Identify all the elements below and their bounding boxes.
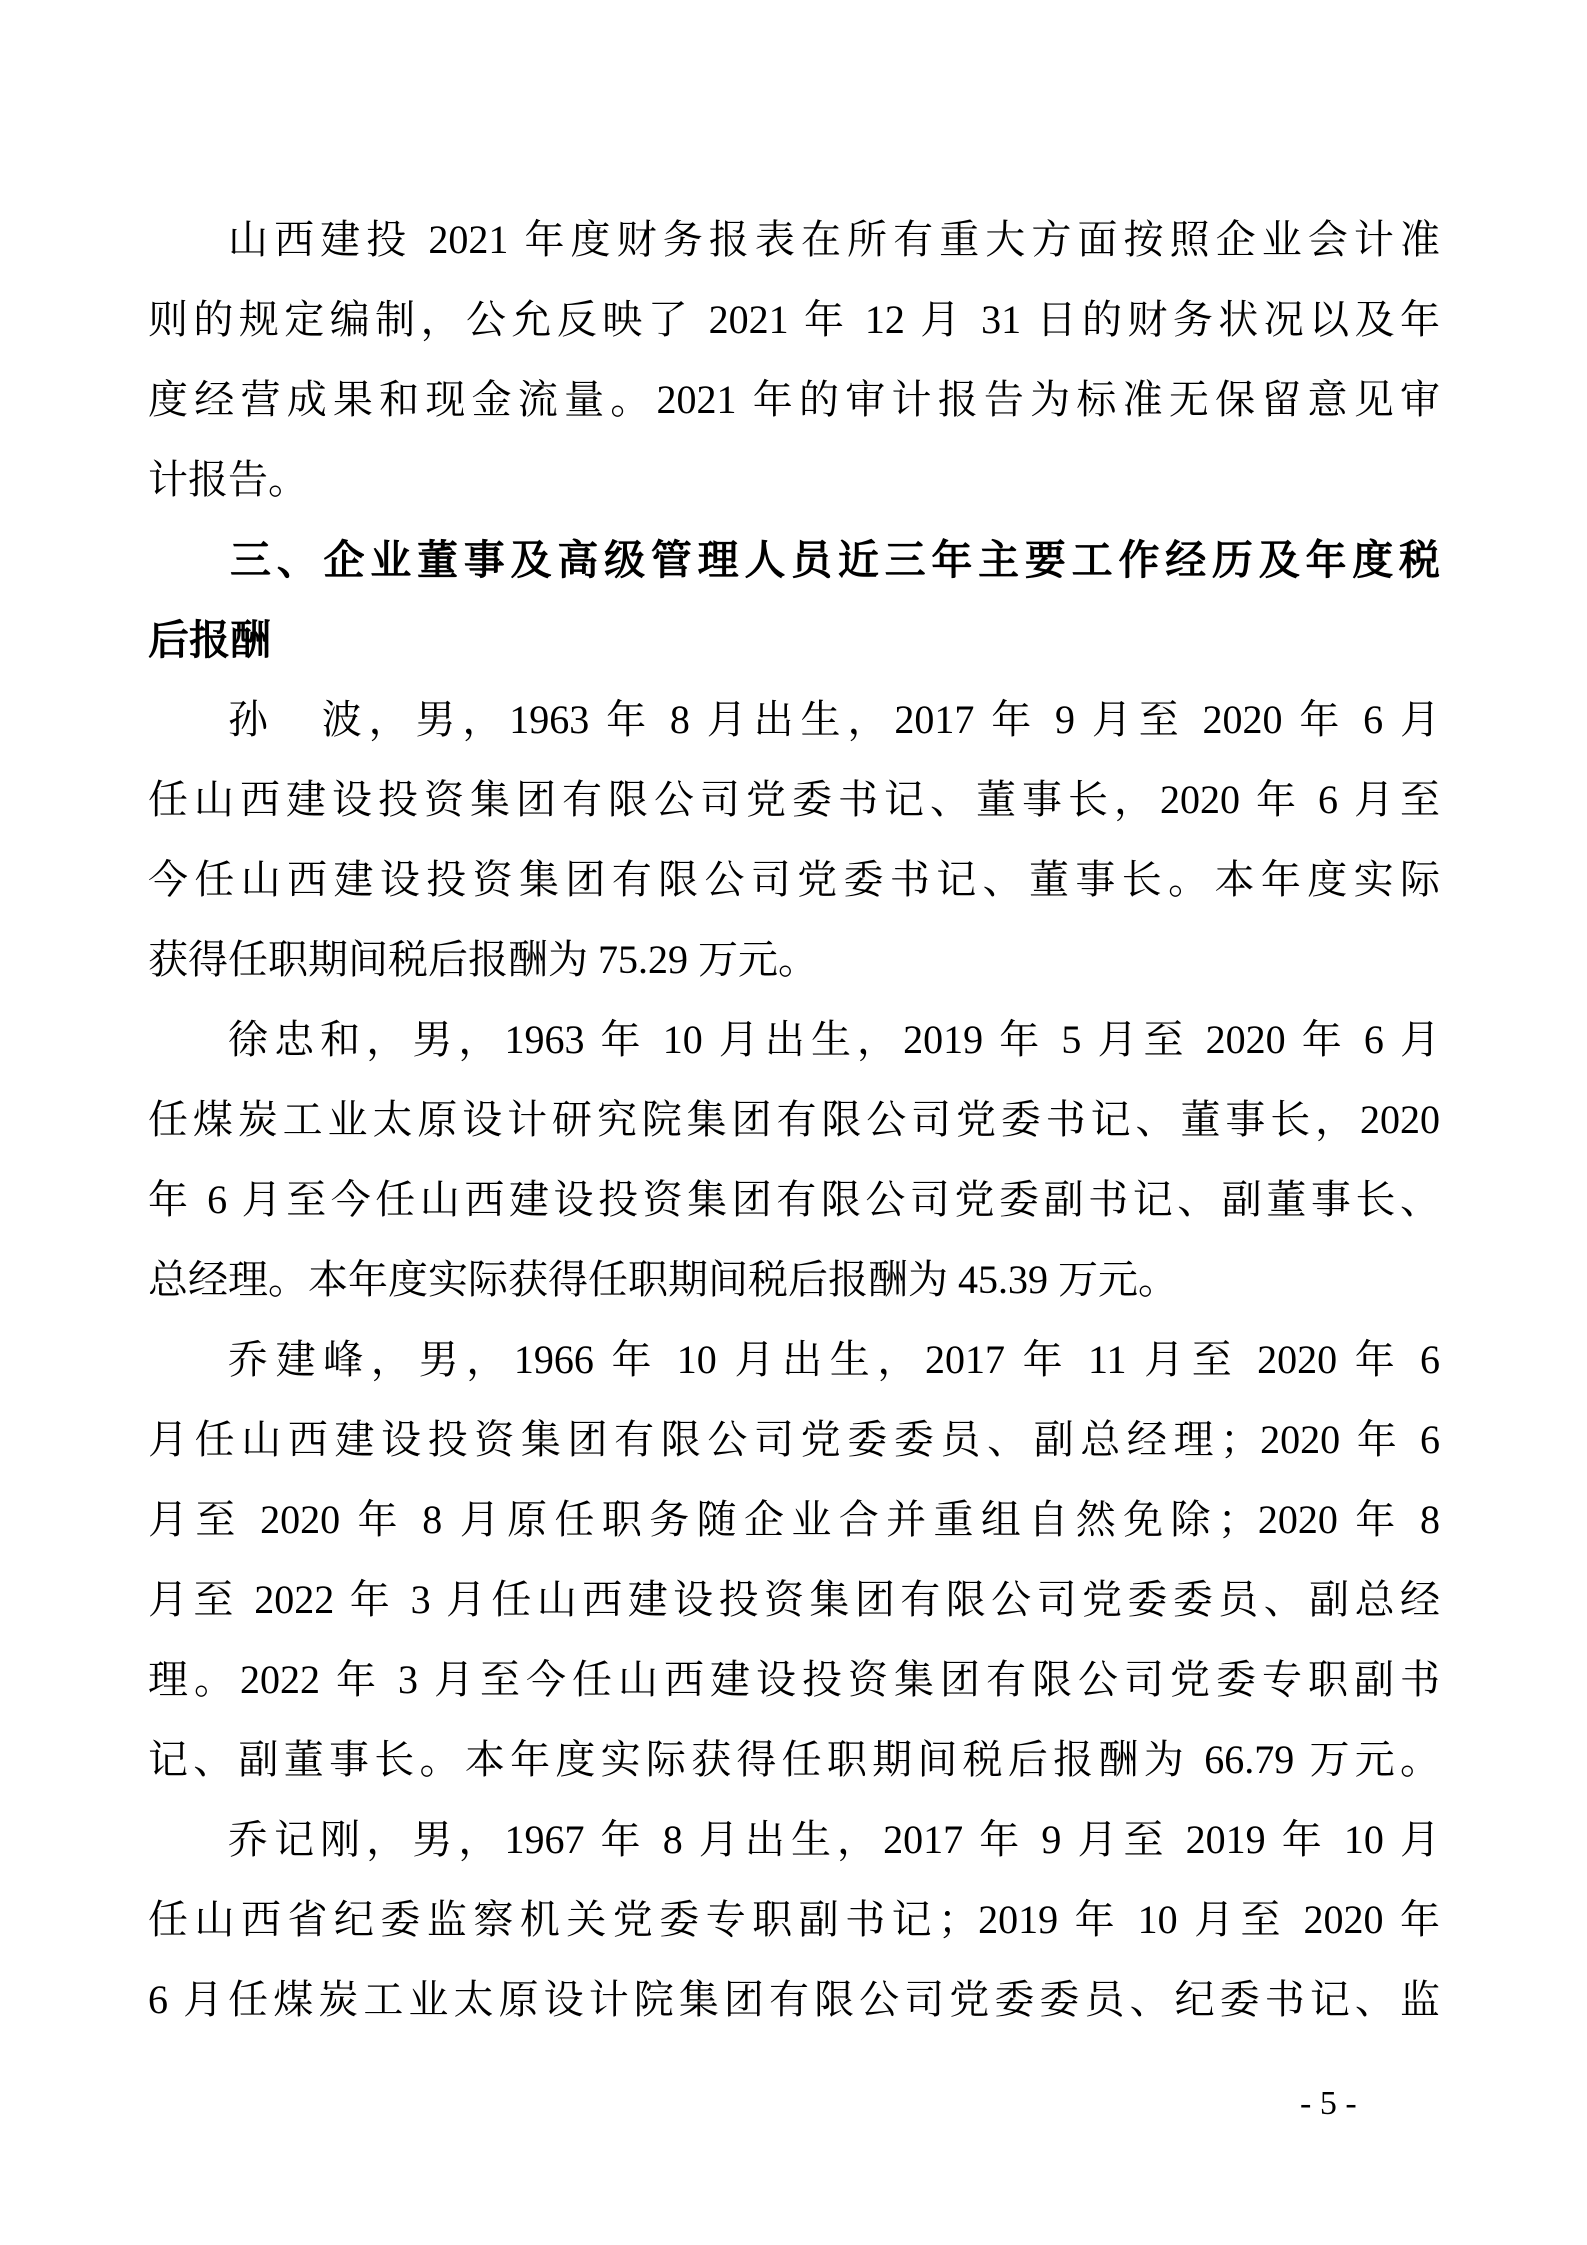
document-paragraph	[148, 1800, 1440, 2040]
document-body	[148, 200, 1440, 2040]
document-paragraph	[148, 1000, 1440, 1320]
text-line: 月至 2022 年 3 月任山西建设投资集团有限公司党委委员、副总经	[148, 1577, 1440, 1622]
document-paragraph	[148, 1320, 1440, 1800]
text-line: 6 月任煤炭工业太原设计院集团有限公司党委委员、纪委书记、监	[148, 1977, 1440, 2022]
text-line: 理。2022 年 3 月至今任山西建设投资集团有限公司党委专职副书	[148, 1657, 1440, 1702]
text-line: 任煤炭工业太原设计研究院集团有限公司党委书记、董事长，2020	[148, 1097, 1440, 1142]
text-line: 任山西建设投资集团有限公司党委书记、董事长，2020 年 6 月至	[148, 777, 1440, 822]
text-line: 三、企业董事及高级管理人员近三年主要工作经历及年度税	[230, 537, 1440, 583]
document-paragraph	[148, 200, 1440, 520]
text-line: 月至 2020 年 8 月原任职务随企业合并重组自然免除；2020 年 8	[148, 1497, 1440, 1542]
text-line: 则的规定编制，公允反映了 2021 年 12 月 31 日的财务状况以及年	[148, 297, 1440, 342]
text-line: 后报酬	[148, 617, 271, 663]
text-line: 年 6 月至今任山西建设投资集团有限公司党委副书记、副董事长、	[148, 1177, 1440, 1222]
text-line: 度经营成果和现金流量。2021 年的审计报告为标准无保留意见审	[148, 377, 1440, 422]
text-line: 获得任职期间税后报酬为 75.29 万元。	[148, 937, 818, 982]
document-paragraph	[148, 680, 1440, 1000]
text-line: 记、副董事长。本年度实际获得任职期间税后报酬为 66.79 万元。	[148, 1737, 1440, 1782]
text-line: 乔建峰，男，1966 年 10 月出生，2017 年 11 月至 2020 年 6	[228, 1337, 1440, 1382]
text-line: 乔记刚，男，1967 年 8 月出生，2017 年 9 月至 2019 年 10 月	[228, 1817, 1440, 1862]
text-line: 山西建投 2021 年度财务报表在所有重大方面按照企业会计准	[228, 217, 1440, 262]
text-line: 计报告。	[148, 457, 308, 502]
text-line: 月任山西建设投资集团有限公司党委委员、副总经理；2020 年 6	[148, 1417, 1440, 1462]
text-line: 任山西省纪委监察机关党委专职副书记；2019 年 10 月至 2020 年	[148, 1897, 1440, 1942]
text-line: 总经理。本年度实际获得任职期间税后报酬为 45.39 万元。	[148, 1257, 1178, 1302]
section-heading	[148, 520, 1440, 680]
page-number: - 5 -	[1300, 2085, 1357, 2122]
text-line: 徐忠和，男，1963 年 10 月出生，2019 年 5 月至 2020 年 6 月	[228, 1017, 1440, 1062]
text-line: 孙 波，男，1963 年 8 月出生，2017 年 9 月至 2020 年 6 月	[228, 697, 1440, 742]
text-line: 今任山西建设投资集团有限公司党委书记、董事长。本年度实际	[148, 857, 1440, 902]
